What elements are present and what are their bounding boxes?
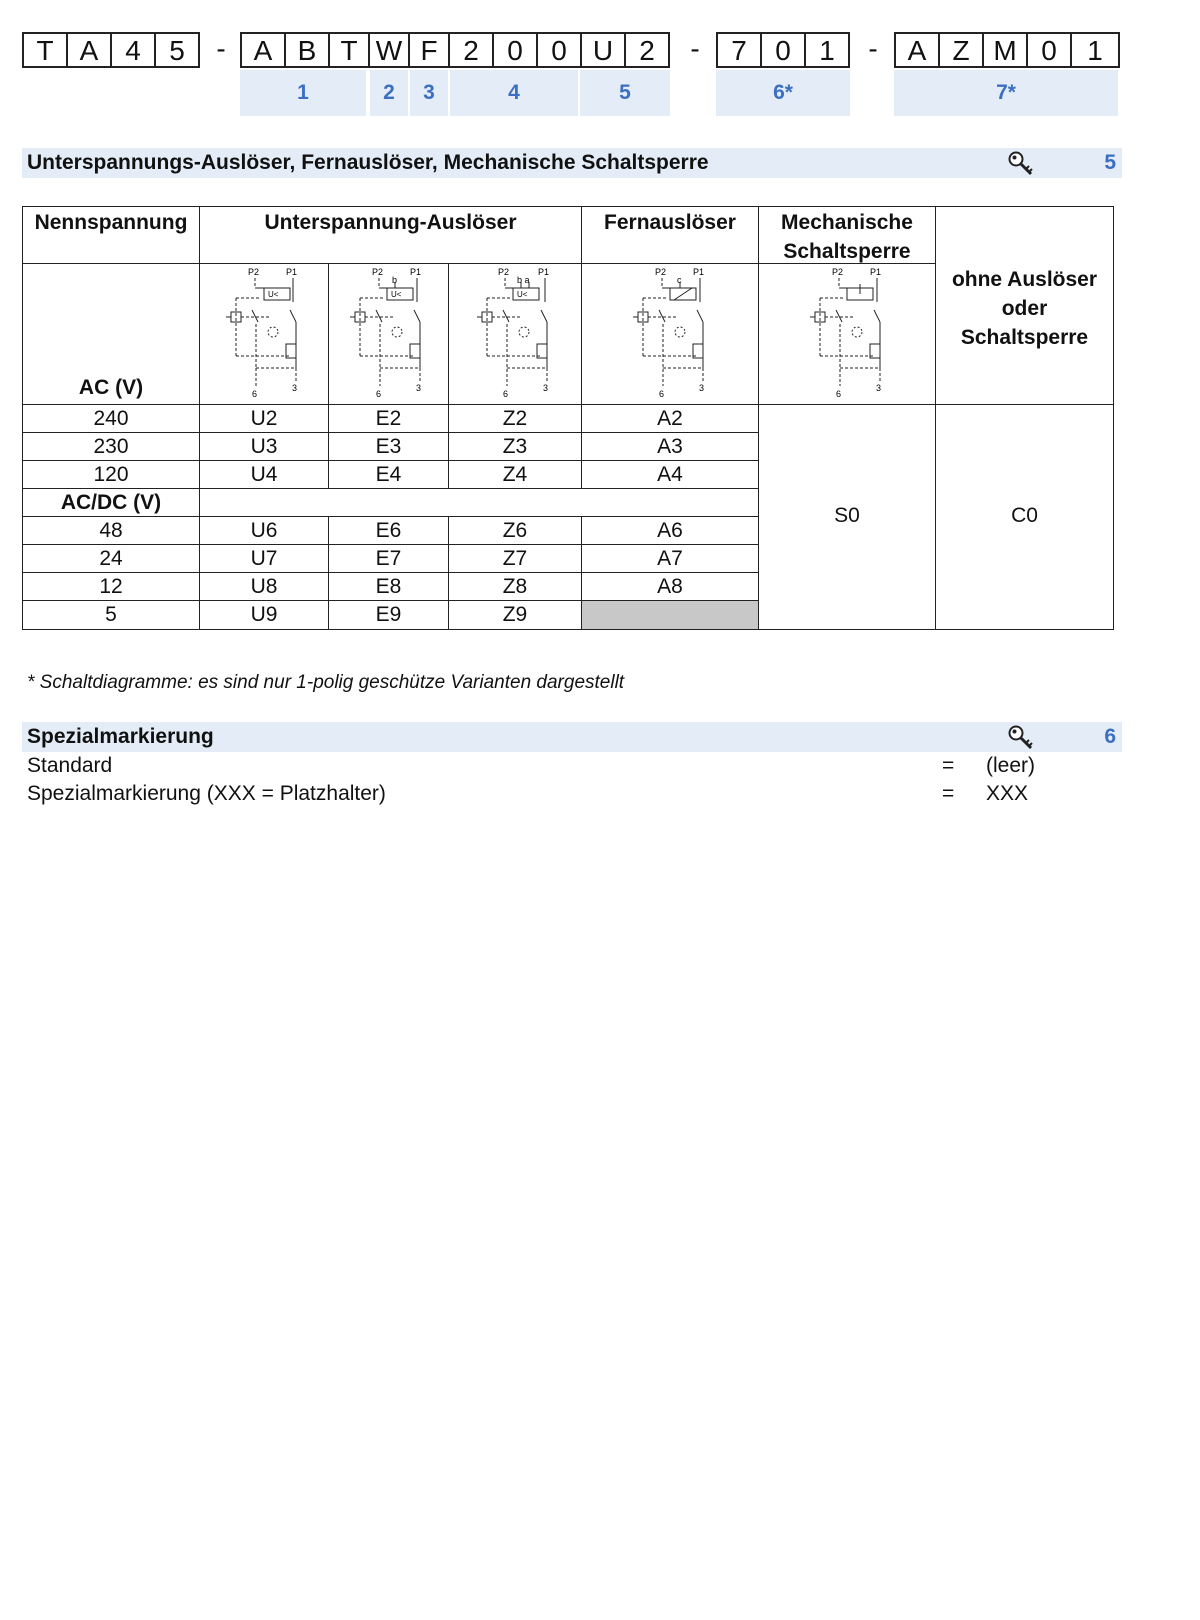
- diagram-cell-u: [199, 263, 329, 405]
- header-line: Mechanische: [781, 211, 913, 234]
- option-code: U8: [199, 572, 329, 601]
- diagram-label-u: U<: [268, 290, 279, 299]
- code-box: 2: [624, 32, 670, 68]
- code-separator: -: [868, 33, 878, 64]
- option-code: Z8: [448, 572, 582, 601]
- code-box: B: [284, 32, 330, 68]
- option-code: E8: [328, 572, 449, 601]
- diagram-label-p2: P2: [372, 267, 384, 277]
- option-code: A3: [581, 432, 759, 461]
- section-title: Unterspannungs-Auslöser, Fernauslöser, Mechanische Schaltsperre: [27, 151, 709, 174]
- position-index: 1: [240, 70, 366, 116]
- option-label: Standard: [27, 754, 113, 777]
- code-box: 1: [1070, 32, 1120, 68]
- option-code: E6: [328, 516, 449, 545]
- circuit-diagram-shunt-trip: [582, 264, 760, 406]
- code-box: A: [894, 32, 940, 68]
- code-box: 7: [716, 32, 762, 68]
- option-code: U3: [199, 432, 329, 461]
- diagram-label-u: U<: [391, 290, 402, 299]
- code-box: 1: [804, 32, 850, 68]
- section-header-6: [22, 722, 1122, 752]
- option-code: Z9: [448, 600, 582, 630]
- diagram-label-b: b: [392, 275, 398, 285]
- voltage-cell: 12: [22, 572, 200, 601]
- option-code: Z7: [448, 544, 582, 573]
- diagram-label-6: 6: [503, 389, 509, 399]
- position-index: 4: [450, 70, 578, 116]
- option-code: U4: [199, 460, 329, 489]
- diagram-label-p1: P1: [286, 267, 298, 277]
- option-equals: =: [942, 754, 955, 777]
- option-equals: =: [942, 782, 955, 805]
- diagram-cell-s: [758, 263, 936, 405]
- voltage-cell: 120: [22, 460, 200, 489]
- option-code: E7: [328, 544, 449, 573]
- diagram-label-3: 3: [699, 383, 705, 393]
- circuit-diagram-undervoltage-b: [329, 264, 450, 406]
- diagram-label-c: c: [677, 275, 682, 285]
- code-box: 0: [492, 32, 538, 68]
- option-code: Z4: [448, 460, 582, 489]
- header-line: Schaltsperre: [783, 240, 911, 263]
- code-box: A: [240, 32, 286, 68]
- position-index: 3: [410, 70, 448, 116]
- code-box: A: [66, 32, 112, 68]
- position-index: 2: [370, 70, 408, 116]
- position-index: 7*: [894, 70, 1118, 116]
- code-box: 2: [448, 32, 494, 68]
- diagram-label-6: 6: [252, 389, 258, 399]
- code-box: T: [328, 32, 370, 68]
- option-code: A6: [581, 516, 759, 545]
- code-box: U: [580, 32, 626, 68]
- position-index: 6*: [716, 70, 850, 116]
- section-title: Spezialmarkierung: [27, 725, 214, 748]
- diagram-label-3: 3: [876, 383, 882, 393]
- circuit-diagram-undervoltage-ba: [449, 264, 583, 406]
- code-separator: -: [216, 33, 226, 64]
- diagram-label-6: 6: [836, 389, 842, 399]
- circuit-diagram-undervoltage: [200, 264, 330, 406]
- option-code: E9: [328, 600, 449, 630]
- header-line: ohne Auslöser: [951, 268, 1098, 291]
- code-box: M: [982, 32, 1028, 68]
- header-mechanische-schaltsperre: [758, 206, 936, 264]
- option-code: A4: [581, 460, 759, 489]
- footnote: * Schaltdiagramme: es sind nur 1-polig geschütze Varianten dargestellt: [27, 672, 625, 693]
- order-code: [22, 32, 1122, 70]
- option-code: U6: [199, 516, 329, 545]
- diagram-label-u: U<: [517, 290, 528, 299]
- code-box: 5: [154, 32, 200, 68]
- diagram-label-p2: P2: [655, 267, 667, 277]
- diagram-label-3: 3: [543, 383, 549, 393]
- section-number: 5: [1104, 151, 1116, 174]
- code-box: W: [368, 32, 410, 68]
- diagram-label-6: 6: [376, 389, 382, 399]
- voltage-cell: 5: [22, 600, 200, 630]
- voltage-cell: 240: [22, 404, 200, 433]
- position-index: 5: [580, 70, 670, 116]
- header-fernausloeser: Fernauslöser: [581, 206, 759, 264]
- diagram-label-3: 3: [292, 383, 298, 393]
- ac-label: AC (V): [78, 376, 144, 399]
- option-value: XXX: [986, 782, 1029, 805]
- header-unterspannung: Unterspannung-Auslöser: [199, 206, 582, 264]
- option-code: E4: [328, 460, 449, 489]
- voltage-cell: 48: [22, 516, 200, 545]
- unavailable-cell: [581, 600, 759, 630]
- diagram-label-ba: b a: [517, 275, 530, 285]
- code-box: Z: [938, 32, 984, 68]
- option-code: A8: [581, 572, 759, 601]
- option-code: U2: [199, 404, 329, 433]
- diagram-label-p2: P2: [498, 267, 510, 277]
- section-header-5: [22, 148, 1122, 178]
- voltage-cell: 230: [22, 432, 200, 461]
- option-code: Z3: [448, 432, 582, 461]
- option-code: A7: [581, 544, 759, 573]
- code-box: 0: [1026, 32, 1072, 68]
- option-code: A2: [581, 404, 759, 433]
- code-box: T: [22, 32, 68, 68]
- voltage-cell: 24: [22, 544, 200, 573]
- acdc-label: AC/DC (V): [22, 488, 200, 517]
- diagram-cell-e: [328, 263, 449, 405]
- header-line: Schaltsperre: [960, 326, 1089, 349]
- option-code: E3: [328, 432, 449, 461]
- code-box: 4: [110, 32, 156, 68]
- option-value: (leer): [986, 754, 1036, 777]
- diagram-label-3: 3: [416, 383, 422, 393]
- option-label: Spezialmarkierung (XXX = Platzhalter): [27, 782, 386, 805]
- option-code: E2: [328, 404, 449, 433]
- diagram-label-p1: P1: [538, 267, 550, 277]
- header-ohne-ausloeser: [935, 206, 1114, 405]
- diagram-cell-z: [448, 263, 582, 405]
- position-index-row: [22, 70, 1122, 116]
- code-separator: -: [690, 33, 700, 64]
- diagram-label-p2: P2: [832, 267, 844, 277]
- ac-header-cell: [22, 263, 200, 405]
- no-trip-code: C0: [935, 404, 1114, 630]
- option-code: U7: [199, 544, 329, 573]
- code-box: F: [408, 32, 450, 68]
- section-number: 6: [1104, 725, 1116, 748]
- diagram-cell-a: [581, 263, 759, 405]
- mechanical-lock-code: S0: [758, 404, 936, 630]
- diagram-label-p1: P1: [693, 267, 705, 277]
- circuit-diagram-mechanical-lock: [759, 264, 937, 406]
- trip-options-table: [22, 206, 1124, 640]
- diagram-label-p1: P1: [870, 267, 882, 277]
- key-icon: [1007, 724, 1035, 750]
- diagram-label-6: 6: [659, 389, 665, 399]
- header-nennspannung: Nennspannung: [22, 206, 200, 264]
- key-icon: [1007, 150, 1035, 176]
- option-code: Z2: [448, 404, 582, 433]
- header-line: oder: [1001, 297, 1048, 320]
- code-box: 0: [760, 32, 806, 68]
- acdc-spacer: [199, 488, 759, 517]
- option-code: U9: [199, 600, 329, 630]
- diagram-label-p1: P1: [410, 267, 422, 277]
- option-code: Z6: [448, 516, 582, 545]
- diagram-label-p2: P2: [248, 267, 260, 277]
- code-box: 0: [536, 32, 582, 68]
